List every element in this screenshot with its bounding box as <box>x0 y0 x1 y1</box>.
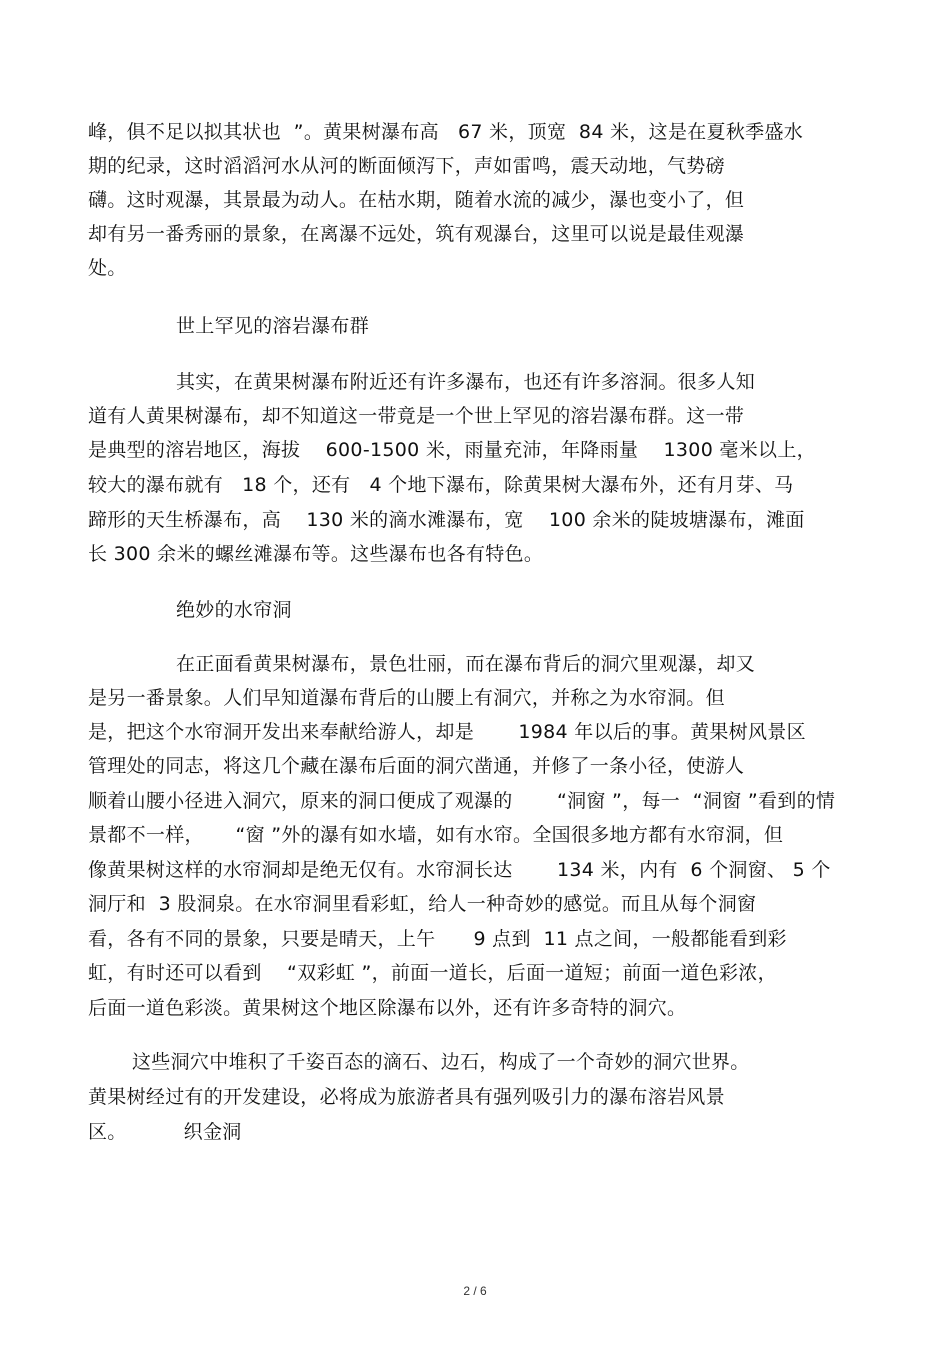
text-line: 这些洞穴中堆积了千姿百态的滴石、边石，构成了一个奇妙的洞穴世界。 <box>132 1051 750 1073</box>
text-line: 礴。这时观瀑，其景最为动人。在枯水期，随着水流的减少，瀑也变小了，但 <box>88 189 745 211</box>
text-line: 是典型的溶岩地区，海拔 600-1500 米，雨量充沛，年降雨量 1300 毫米以上， <box>88 439 816 461</box>
text-line: 顺着山腰小径进入洞穴，原来的洞口便成了观瀑的 “洞窗 ”，每一 “洞窗 ”看到的情 <box>88 790 836 812</box>
text-line: 期的纪录，这时滔滔河水从河的断面倾泻下，声如雷鸣，震天动地，气势磅 <box>88 155 725 177</box>
text-line: 其实，在黄果树瀑布附近还有许多瀑布，也还有许多溶洞。很多人知 <box>176 371 756 393</box>
section-heading: 世上罕见的溶岩瀑布群 <box>176 315 370 337</box>
text-line: 较大的瀑布就有 18 个，还有 4 个地下瀑布，除黄果树大瀑布外，还有月芽、马 <box>88 474 794 496</box>
text-line: 处。 <box>88 257 127 279</box>
text-line: 看，各有不同的景象，只要是晴天，上午 9 点到 11 点之间，一般都能看到彩 <box>88 928 787 950</box>
text-line: 虹，有时还可以看到 “双彩虹 ”，前面一道长，后面一道短；前面一道色彩浓， <box>88 962 777 984</box>
text-line: 是，把这个水帘洞开发出来奉献给游人，却是 1984 年以后的事。黄果树风景区 <box>88 721 806 743</box>
page-number: 2 / 6 <box>463 1284 487 1298</box>
text-line: 在正面看黄果树瀑布，景色壮丽，而在瀑布背后的洞穴里观瀑，却又 <box>176 653 756 675</box>
section-heading: 绝妙的水帘洞 <box>176 599 292 621</box>
text-line: 景都不一样， “窗 ”外的瀑有如水墙，如有水帘。全国很多地方都有水帘洞，但 <box>88 824 784 846</box>
text-line: 管理处的同志，将这几个藏在瀑布后面的洞穴凿通，并修了一条小径，使游人 <box>88 755 745 777</box>
text-line: 区。 织金洞 <box>88 1121 242 1143</box>
text-line: 洞厅和 3 股洞泉。在水帘洞里看彩虹，给人一种奇妙的感觉。而且从每个洞窗 <box>88 893 757 915</box>
text-line: 道有人黄果树瀑布，却不知道这一带竟是一个世上罕见的溶岩瀑布群。这一带 <box>88 405 745 427</box>
text-line: 黄果树经过有的开发建设，必将成为旅游者具有强列吸引力的瀑布溶岩风景 <box>88 1086 725 1108</box>
text-line: 蹄形的天生桥瀑布，高 130 米的滴水滩瀑布，宽 100 余米的陡坡塘瀑布，滩面 <box>88 509 805 531</box>
text-line: 峰，俱不足以拟其状也 ”。黄果树瀑布高 67 米，顶宽 84 米，这是在夏秋季盛水 <box>88 121 804 143</box>
text-line: 像黄果树这样的水帘洞却是绝无仅有。水帘洞长达 134 米，内有 6 个洞窗、 5 个 <box>88 859 831 881</box>
text-line: 长 300 余米的螺丝滩瀑布等。这些瀑布也各有特色。 <box>88 543 544 565</box>
text-line: 后面一道色彩淡。黄果树这个地区除瀑布以外，还有许多奇特的洞穴。 <box>88 997 687 1019</box>
text-line: 是另一番景象。人们早知道瀑布背后的山腰上有洞穴，并称之为水帘洞。但 <box>88 687 725 709</box>
text-line: 却有另一番秀丽的景象，在离瀑不远处，筑有观瀑台，这里可以说是最佳观瀑 <box>88 223 745 245</box>
